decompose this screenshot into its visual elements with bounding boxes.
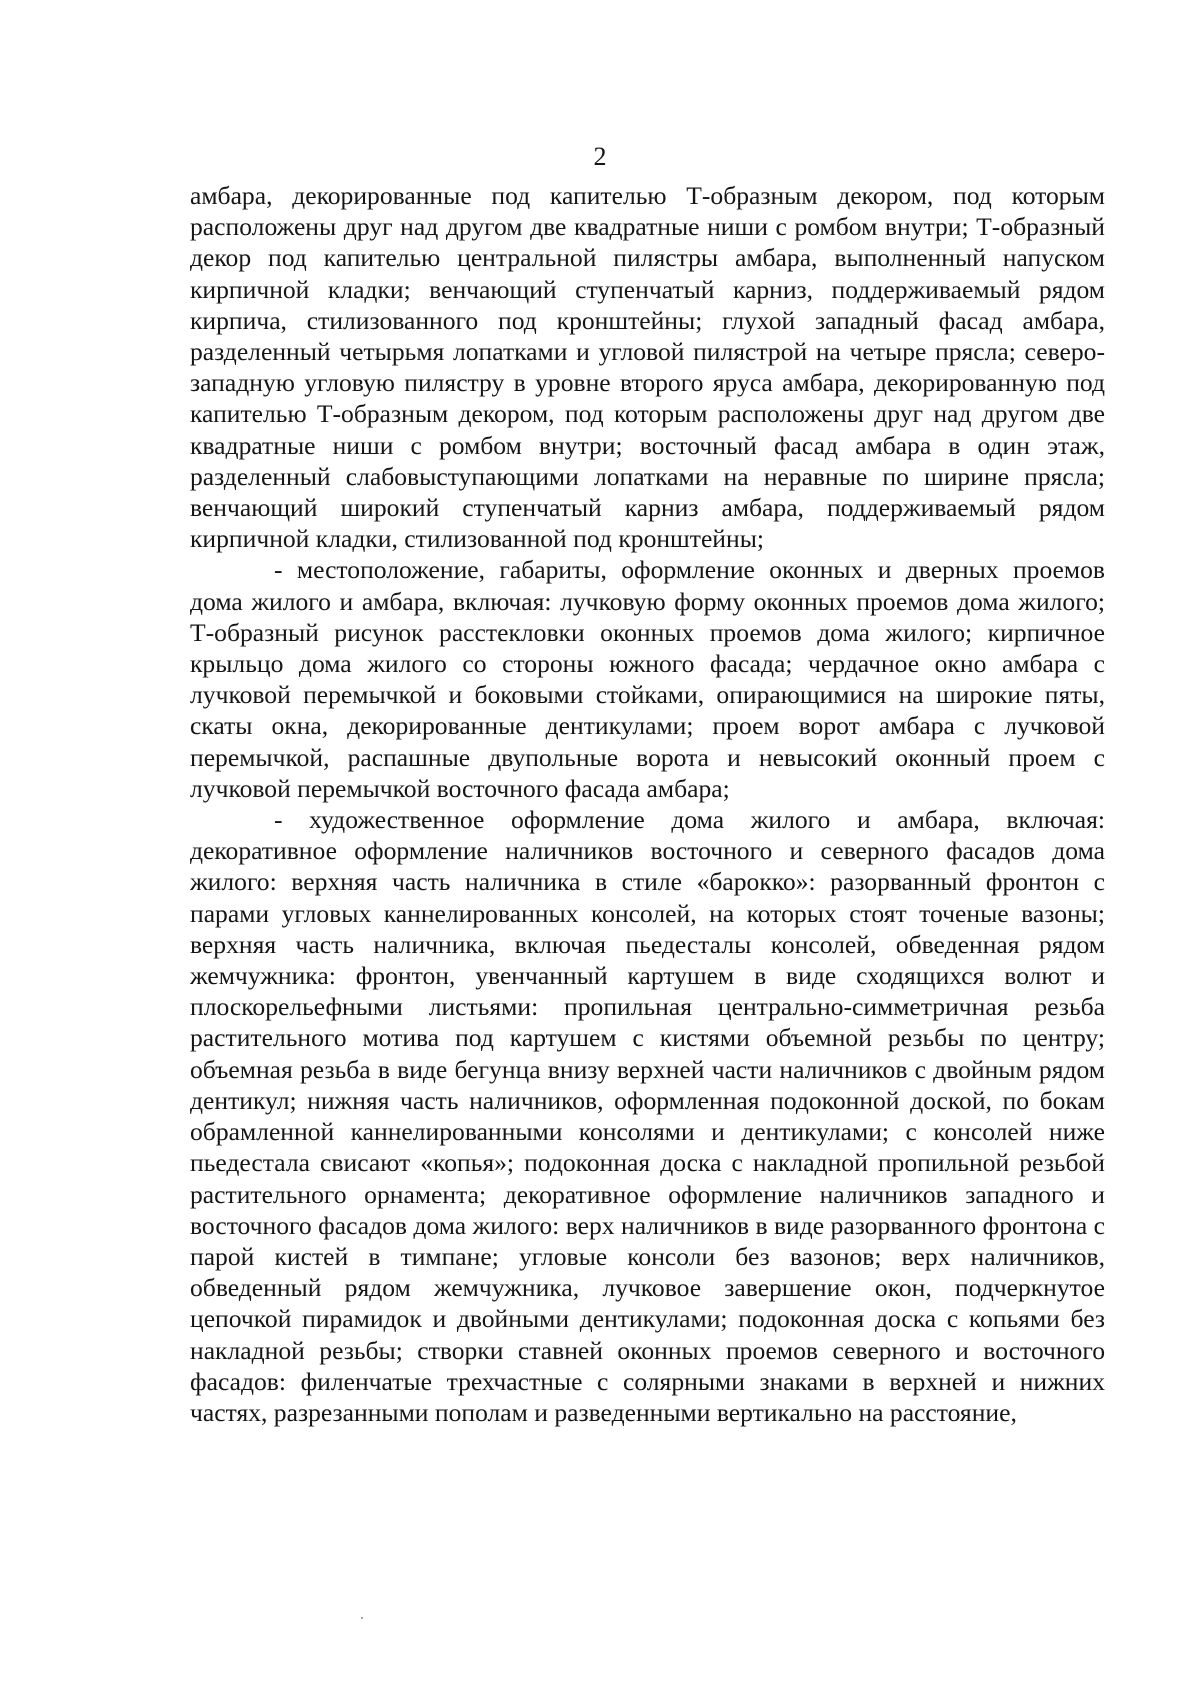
paragraph-continuation: амбара, декорированные под капителью Т-образным декором, под которым расположены друг над другом две квадратные ниши с ромбом внутри; Т-образный декор под капителью центральной пилястры амбара, выполненный напуском кирпичной кладки; венчающий ступенчатый карниз, поддерживаемый рядом кирпича, стилизованного под кронштейны; глухой западный фасад амбара, разделенный четырьмя лопатками и угловой пилястрой на четыре прясла; северо-западную угловую пилястру в уровне второго яруса амбара, декорированную под капителью Т-образным декором, под которым расположены друг над другом две квадратные ниши с ромбом внутри; восточный фасад амбара в один этаж, разделенный слабовыступающими лопатками на неравные по ширине прясла; венчающий широкий ступенчатый карниз амбара, поддерживаемый рядом кирпичной кладки, стилизованной под кронштейны; xyxy=(190,181,1105,554)
page-number: 2 xyxy=(593,142,607,171)
paragraph-openings: - местоположение, габариты, оформление оконных и дверных проемов дома жилого и амбара, включая: лучковую форму оконных проемов дома жилого; Т-образный рисунок расстекловки оконных проемов дома жилого; кирпичное крыльцо дома жилого со стороны южного фасада; чердачное окно амбара с лучковой перемычкой и боковыми стойками, опирающимися на широкие пяты, скаты окна, декорированные дентикулами; проем ворот амбара с лучковой перемычкой, распашные двупольные ворота и невысокий оконный проем с лучковой перемычкой восточного фасада амбара; xyxy=(190,555,1105,803)
paragraph-decoration: - художественное оформление дома жилого и амбара, включая: декоративное оформление наличников восточного и северного фасадов дома жилого: верхняя часть наличника в стиле «барокко»: разорванный фронтон с парами угловых каннелированных консолей, на которых стоят точеные вазоны; верхняя часть наличника, включая пьедесталы консолей, обведенная рядом жемчужника: фронтон, увенчанный картушем в виде сходящихся волют и плоскорельефными листьями: пропильная центрально-симметричная резьба растительного мотива под картушем с кистями объемной резьбы по центру; объемная резьба в виде бегунца внизу верхней части наличников с двойным рядом дентикул; нижняя часть наличников, оформленная подоконной доской, по бокам обрамленной каннелированными консолями и дентикулами; с консолей ниже пьедестала свисают «копья»; подоконная доска с накладной пропильной резьбой растительного орнамента; декоративное оформление наличников западного и восточного фасадов дома жилого: верх наличников в виде разорванного фронтона с парой кистей в тимпане; угловые консоли без вазонов; верх наличников, обведенный рядом жемчужника, лучковое завершение окон, подчеркнутое цепочкой пирамидок и двойными дентикулами; подоконная доска с копьями без накладной резьбы; створки ставней оконных проемов северного и восточного фасадов: филенчатые трехчастные с солярными знаками в верхней и нижних частях, разрезанными пополам и разведенными вертикально на расстояние, xyxy=(190,805,1105,1427)
document-body xyxy=(190,180,1105,1428)
scan-speck xyxy=(361,1617,363,1619)
